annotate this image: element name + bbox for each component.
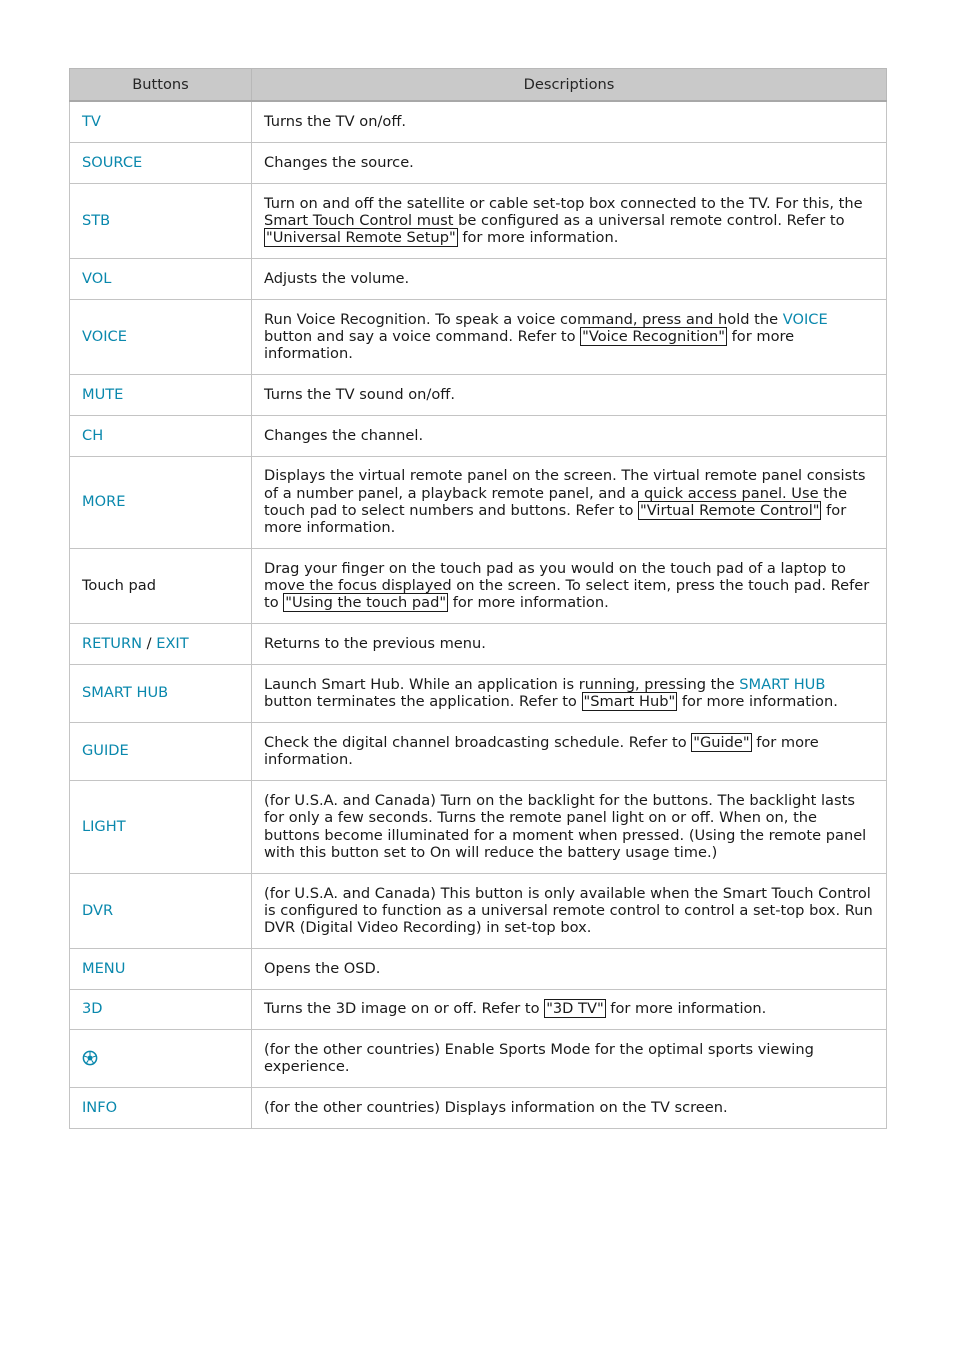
button-name-cell <box>70 623 252 664</box>
table-row <box>70 664 887 722</box>
description-text: Run Voice Recognition. To speak a voice command, press and hold the <box>264 310 783 328</box>
reference-link[interactable]: "Universal Remote Setup" <box>266 229 456 247</box>
button-name: LIGHT <box>82 817 126 835</box>
table-row <box>70 1029 887 1087</box>
description-text: Changes the channel. <box>264 426 424 444</box>
button-name: SMART HUB <box>82 684 169 702</box>
description-text: for more information. <box>605 1000 767 1018</box>
button-name: 3D <box>82 1000 103 1018</box>
button-name-cell <box>70 258 252 299</box>
table-row <box>70 183 887 258</box>
button-name: INFO <box>82 1098 118 1116</box>
description-text: for more information. <box>457 229 619 247</box>
button-name: VOICE <box>82 327 127 345</box>
header-descriptions: Descriptions <box>252 69 887 102</box>
description-cell <box>252 374 887 415</box>
button-name: MENU <box>82 959 126 977</box>
button-name-cell <box>70 989 252 1029</box>
table-row <box>70 780 887 873</box>
button-name-cell <box>70 142 252 183</box>
button-name-cell <box>70 101 252 142</box>
button-name: STB <box>82 211 111 229</box>
button-name-cell <box>70 780 252 873</box>
description-cell <box>252 873 887 948</box>
button-name: SOURCE <box>82 153 143 171</box>
button-name: CH <box>82 426 104 444</box>
button-name-cell <box>70 948 252 989</box>
description-text: Opens the OSD. <box>264 959 381 977</box>
button-name-cell <box>70 664 252 722</box>
description-cell <box>252 142 887 183</box>
button-name: GUIDE <box>82 742 129 760</box>
description-cell <box>252 1029 887 1087</box>
description-cell <box>252 722 887 780</box>
description-cell <box>252 101 887 142</box>
reference-link[interactable]: "Virtual Remote Control" <box>640 502 820 519</box>
description-text: (for the other countries) Enable Sports Mode for the optimal sports viewing experience. <box>264 1040 814 1075</box>
description-text: Turns the TV on/off. <box>264 113 407 131</box>
button-name-cell <box>70 299 252 374</box>
table-row <box>70 722 887 780</box>
description-text: for more information. <box>264 502 847 537</box>
description-cell <box>252 623 887 664</box>
description-text: Drag your finger on the touch pad as you would on the touch pad of a laptop to move the focus displayed on the screen. To select item, press the touch pad. Refer to <box>264 559 870 612</box>
description-cell <box>252 780 887 873</box>
description-text: Changes the source. <box>264 153 414 171</box>
table-row <box>70 142 887 183</box>
description-text: Launch Smart Hub. While an application is running, pressing the <box>264 675 740 693</box>
description-text: (for U.S.A. and Canada) Turn on the backlight for the buttons. The backlight lasts for only a few seconds. Turns the remote panel light on or off. When on, the buttons become illuminated for a moment when pressed. (Using the remote panel with this button set to On will reduce the battery usage time.) <box>264 791 867 861</box>
table-row <box>70 101 887 142</box>
button-name-text: Touch pad <box>82 576 156 594</box>
description-cell <box>252 299 887 374</box>
description-cell <box>252 258 887 299</box>
table-row <box>70 415 887 456</box>
button-name-cell <box>70 374 252 415</box>
description-cell <box>252 989 887 1029</box>
button-name-cell <box>70 183 252 258</box>
table-row <box>70 456 887 548</box>
description-cell <box>252 415 887 456</box>
reference-link[interactable]: "Smart Hub" <box>583 693 676 710</box>
description-cell <box>252 948 887 989</box>
description-cell <box>252 664 887 722</box>
description-cell <box>252 548 887 623</box>
button-name-cell <box>70 415 252 456</box>
description-text: button terminates the application. Refer to <box>264 693 582 710</box>
button-name-text: / <box>142 634 157 652</box>
table-row <box>70 548 887 623</box>
description-text: Turn on and off the satellite or cable set-top box connected to the TV. For this, the Smart Touch Control must be configured as a universal remote control. Refer to <box>264 194 863 229</box>
buttons-table <box>69 68 887 1129</box>
header-buttons: Buttons <box>70 69 252 102</box>
description-text: Check the digital channel broadcasting schedule. Refer to <box>264 733 692 751</box>
description-cell <box>252 456 887 548</box>
button-name-cell <box>70 1029 252 1087</box>
button-name: VOL <box>82 269 112 287</box>
description-text: for more information. <box>448 594 609 612</box>
reference-link[interactable]: "Guide" <box>693 733 750 751</box>
button-name: RETURN <box>82 634 143 652</box>
description-text: Displays the virtual remote panel on the screen. The virtual remote panel consists of a number panel, a playback remote panel, and a quick access panel. Use the touch pad to select numbers and buttons. Refer to <box>264 467 866 519</box>
table-row <box>70 374 887 415</box>
table-row <box>70 948 887 989</box>
reference-link[interactable]: "3D TV" <box>546 1000 604 1018</box>
button-name: EXIT <box>156 634 189 652</box>
button-name-cell <box>70 456 252 548</box>
table-header-row <box>70 69 887 102</box>
description-text: Turns the 3D image on or off. Refer to <box>264 1000 545 1018</box>
button-name-cell <box>70 722 252 780</box>
table-row <box>70 989 887 1029</box>
button-name: DVR <box>82 901 114 919</box>
description-text: Turns the TV sound on/off. <box>264 385 455 403</box>
description-cell <box>252 1087 887 1128</box>
description-text: (for U.S.A. and Canada) This button is only available when the Smart Touch Control is configured to function as a universal remote control to control a set-top box. Run DVR (Digital Video Recording) in set-top box. <box>264 884 873 937</box>
inline-button-name: VOICE <box>782 310 828 328</box>
button-name: MORE <box>82 493 126 511</box>
button-name-cell <box>70 873 252 948</box>
button-name: MUTE <box>82 385 124 403</box>
button-name-cell <box>70 1087 252 1128</box>
description-text: (for the other countries) Displays information on the TV screen. <box>264 1098 728 1116</box>
table-body <box>70 101 887 1128</box>
button-name-cell <box>70 548 252 623</box>
description-text: for more information. <box>264 327 795 363</box>
table-row <box>70 1087 887 1128</box>
sports-ball-icon <box>82 1050 98 1066</box>
inline-button-name: SMART HUB <box>739 675 826 693</box>
table-row <box>70 258 887 299</box>
description-text: Adjusts the volume. <box>264 269 410 287</box>
table-row <box>70 623 887 664</box>
reference-link[interactable]: "Using the touch pad" <box>285 594 447 612</box>
description-text: for more information. <box>677 693 838 710</box>
description-text: button and say a voice command. Refer to <box>264 327 581 345</box>
description-text: for more information. <box>264 733 819 768</box>
description-cell <box>252 183 887 258</box>
description-text: Returns to the previous menu. <box>264 634 486 652</box>
button-name: TV <box>82 113 101 131</box>
reference-link[interactable]: "Voice Recognition" <box>582 327 726 345</box>
table-row <box>70 299 887 374</box>
table-row <box>70 873 887 948</box>
